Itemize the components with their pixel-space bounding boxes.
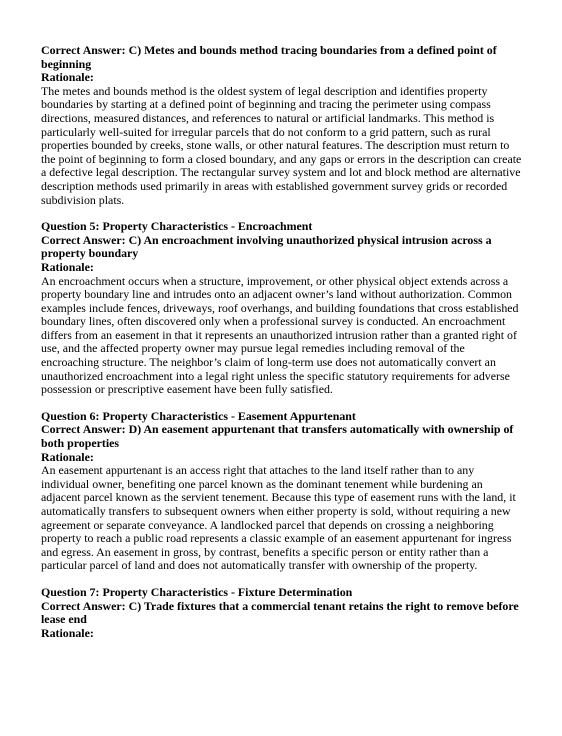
rationale-label: Rationale: (41, 259, 94, 274)
question-heading: Question 6: Property Characteristics - Easement Appurtenant (41, 408, 356, 423)
rationale-label: Rationale: (41, 70, 94, 85)
rationale-label: Rationale: (41, 625, 94, 640)
rationale-text: The metes and bounds method is the oldest system of legal description and identifies property boundaries by starting at a defined point of beginning and tracing the perimeter using compass directions, measured distances, and references to natural or artificial landmarks. This method is particularly well-suited for irregular parcels that do not conform to a grid pattern, such as rural properties bounded by creeks, stone walls, or other natural features. The description must return to the point of beginning to form a closed boundary, and any gaps or errors in the description can create a defective legal description. The rectangular survey system and lot and block method are alternative description methods used primarily in areas with established government survey grids or recorded subdivision plats. (41, 83, 522, 207)
rationale-text: An encroachment occurs when a structure, improvement, or other physical object extends across a property boundary line and intrudes onto an adjacent owner’s land without authorization. Common examples include fences, driveways, roof overhangs, and building foundations that cross established boundary lines, often discovered only when a professional survey is conducted. An encroachment differs from an easement in that it represents an unauthorized intrusion rather than a granted right of use, and the affected property owner may pursue legal remedies including removal of the encroaching structure. The neighbor’s claim of long-term use does not automatically convert an unauthorized encroachment into a legal right unless the specific statutory requirements for adverse possession or prescriptive easement have been fully satisfied. (41, 273, 519, 397)
question-block-q6 (41, 410, 523, 573)
correct-answer: Correct Answer: D) An easement appurtenant that transfers automatically with ownership of both properties (41, 422, 514, 451)
answer-block-q4 (41, 44, 523, 207)
rationale-label: Rationale: (41, 449, 94, 464)
correct-answer: Correct Answer: C) Trade fixtures that a commercial tenant retains the right to remove before lease end (41, 598, 519, 627)
rationale-text: An easement appurtenant is an access right that attaches to the land itself rather than to any individual owner, benefiting one parcel known as the dominant tenement while burdening an adjacent parcel known as the servient tenement. Because this type of easement runs with the land, it automatically transfers to subsequent owners when either property is sold, without requiring a new agreement or separate conveyance. A landlocked parcel that depends on crossing a neighboring property to reach a public road represents a classic example of an easement appurtenant for ingress and egress. An easement in gross, by contrast, benefits a specific person or entity rather than a particular parcel of land and does not automatically transfer with ownership of the property. (41, 463, 516, 573)
correct-answer: Correct Answer: C) Metes and bounds method tracing boundaries from a defined point of beginning (41, 43, 497, 71)
question-heading: Question 5: Property Characteristics - Encroachment (41, 219, 313, 234)
correct-answer: Correct Answer: C) An encroachment involving unauthorized physical intrusion across a property boundary (41, 232, 492, 261)
document-page (41, 44, 523, 640)
question-heading: Question 7: Property Characteristics - Fixture Determination (41, 584, 353, 599)
question-block-q5 (41, 220, 523, 397)
question-block-q7 (41, 586, 523, 640)
